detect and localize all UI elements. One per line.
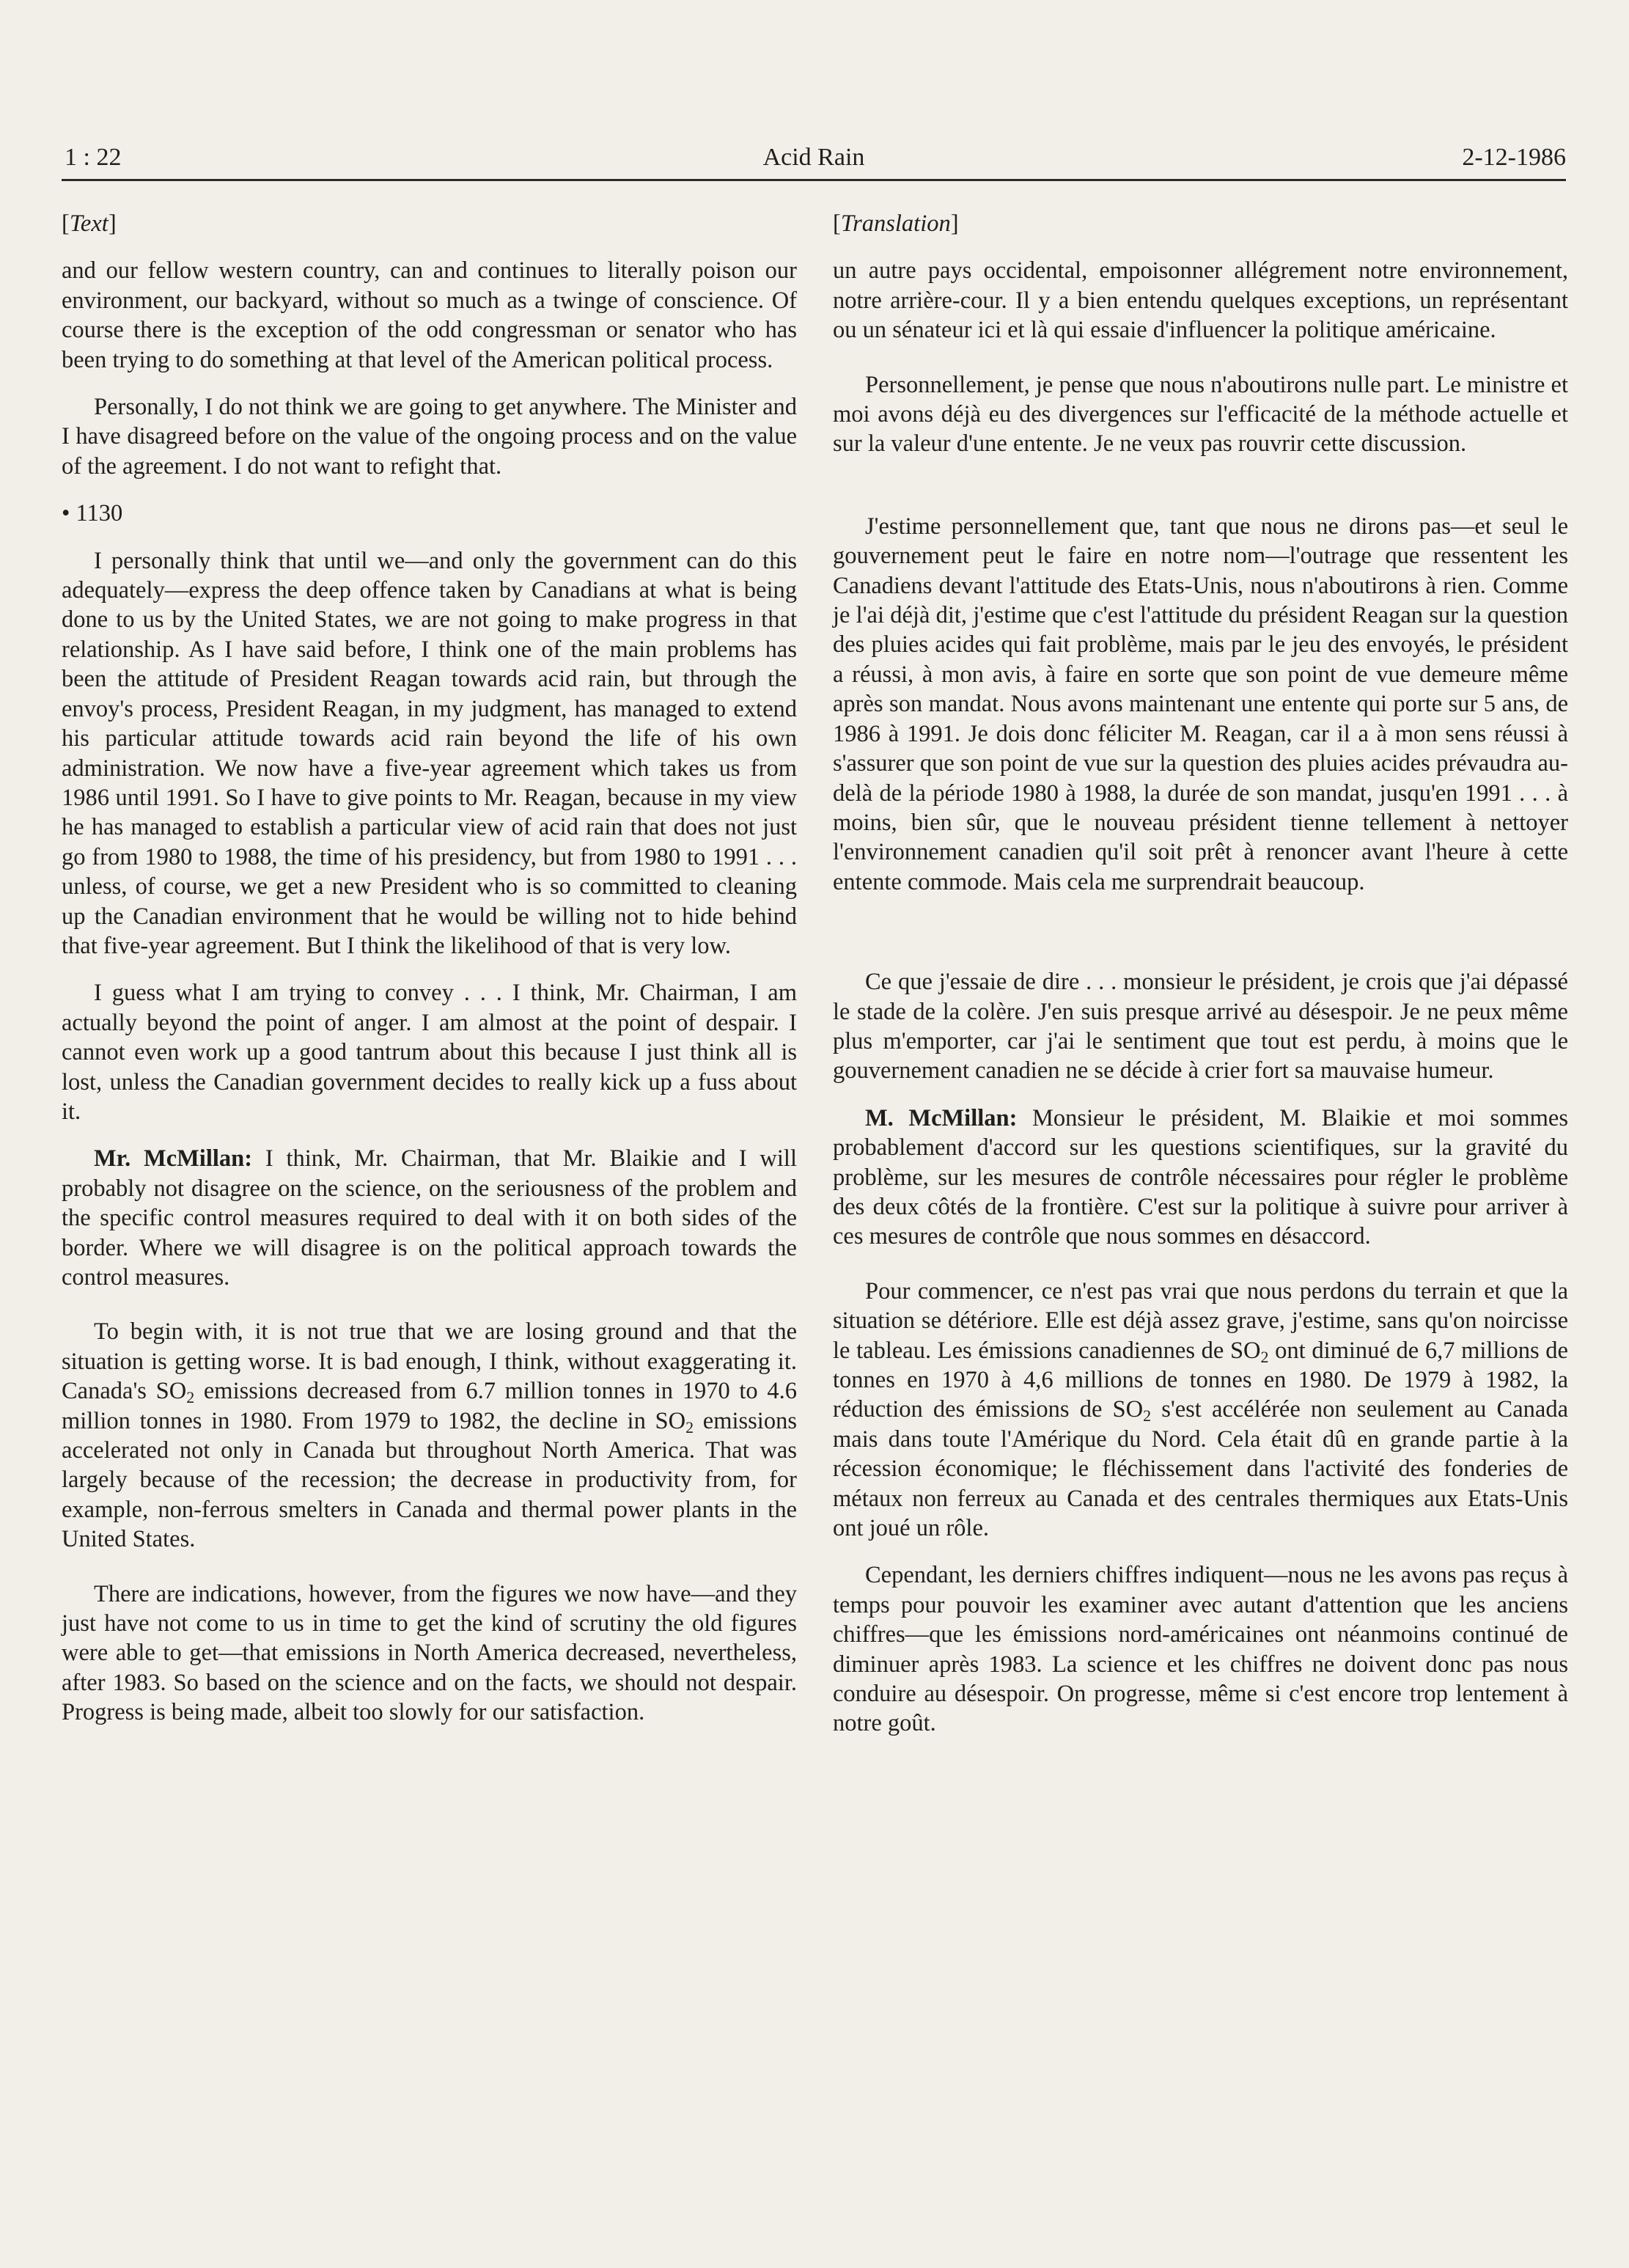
speaker-paragraph: M. McMillan: Monsieur le président, M. Blaikie et moi sommes probablement d'accord sur les questions scientifiques, sur la gravité du problème, sur les mesures de contrôle nécessaires pour régler le problème des deux côtés de la frontière. C'est sur la politique à suivre pour arriver à ces mesures de contrôle que nous sommes en désaccord. <box>833 1104 1568 1250</box>
paragraph: J'estime personnellement que, tant que nous ne dirons pas—et seul le gouvernement peut le faire en notre nom—l'outrage que ressentent les Canadiens devant l'attitude des Etats-Unis, nous n'aboutirons à rien. Comme je l'ai déjà dit, j'estime que c'est l'attitude du président Reagan sur la question des pluies acides qui fait problème, mais par le jeu des envoyés, le président a réussi, à mon avis, à faire en sorte que son point de vue demeure même après son mandat. Nous avons maintenant une entente qui porte sur 5 ans, de 1986 à 1991. Je dois donc féliciter M. Reagan, car il a à mon sens réussi à s'assurer que son point de vue sur la question des pluies acides prévaudra au-delà de la période 1980 à 1988, la durée de son mandat, jusqu'en 1991 . . . à moins, bien sûr, que le nouveau président tienne tellement à nettoyer l'environnement canadien qu'il soit prêt à renoncer avant l'heure à cette entente commode. Mais cela me surprendrait beaucoup. <box>833 513 1568 895</box>
speaker-name: Mr. McMillan: <box>94 1145 253 1172</box>
speaker-name: M. McMillan: <box>865 1104 1018 1131</box>
paragraph: un autre pays occidental, empoisonner allégrement notre environnement, notre arrière-cour. Il y a bien entendu quelques exceptions, un représentant ou un sénateur ici et là qui essaie d'influencer la politique américaine. <box>833 257 1568 344</box>
paragraph: I personally think that until we—and only the government can do this adequately—express the deep offence taken by Canadians at what is being done to us by the United States, we are not going to make progress in that relationship. As I have said before, I think one of the main problems has been the attitude of President Reagan towards acid rain, but through the envoy's process, President Reagan, in my judgment, has managed to extend his particular attitude towards acid rain beyond the life of his own administration. We now have a five-year agreement which takes us from 1986 until 1991. So I have to give points to Mr. Reagan, because in my view he has managed to establish a particular view of acid rain that does not just go from 1980 to 1988, the time of his presidency, but from 1980 to 1991 . . . unless, of course, we get a new President who is so committed to cleaning up the Canadian environment that he would be willing not to hide behind that five-year agreement. But I think the likelihood of that is very low. <box>62 547 797 959</box>
paragraph: I guess what I am trying to convey . . . I think, Mr. Chairman, I am actually beyond the point of anger. I am almost at the point of despair. I cannot even work up a good tantrum about this because I just think all is lost, unless the Canadian government decides to really kick up a fuss about it. <box>62 980 797 1125</box>
time-marker: • 1130 <box>62 500 123 527</box>
french-column <box>833 209 1568 1756</box>
speaker-paragraph: Mr. McMillan: I think, Mr. Chairman, that Mr. Blaikie and I will probably not disagree on the science, on the seriousness of the problem and the specific control measures required to deal with it on both sides of the border. Where we will disagree is on the political approach towards the control measures. <box>62 1145 797 1291</box>
section-label-translation: [Translation] <box>833 210 959 237</box>
paragraph: Personnellement, je pense que nous n'aboutirons nulle part. Le ministre et moi avons déjà eu des divergences sur l'efficacité de la méthode actuelle et sur la valeur d'une entente. Je ne veux pas rouvrir cette discussion. <box>833 371 1568 458</box>
paragraph: Personally, I do not think we are going to get anywhere. The Minister and I have disagreed before on the value of the ongoing process and on the value of the agreement. I do not want to refight that. <box>62 394 797 480</box>
paragraph: To begin with, it is not true that we are losing ground and that the situation is getting worse. It is bad enough, I think, without exaggerating it. Canada's $SO_2$ emissions decreased from 6.7 million tonnes in 1970 to 4.6 million tonnes in 1980. From 1979 to 1982, the decline in $SO_2$ emissions accelerated not only in Canada but throughout North America. That was largely because of the recession; the decrease in productivity from, for example, non-ferrous smelters in Canada and thermal power plants in the United States. <box>62 1318 797 1553</box>
section-label-text: [Text] <box>62 210 117 237</box>
page-number: 1 : 22 <box>65 144 122 171</box>
running-header <box>62 139 1566 181</box>
paragraph: Ce que j'essaie de dire . . . monsieur le président, je crois que j'ai dépassé le stade de la colère. J'en suis presque arrivé au désespoir. Je ne peux même plus m'emporter, car j'ai le sentiment que tout est perdu, à moins que le gouvernement canadien ne se décide à crier fort sa mauvaise humeur. <box>833 969 1568 1085</box>
page-title: Acid Rain <box>762 144 865 171</box>
paragraph: There are indications, however, from the figures we now have—and they just have not come to us in time to get the kind of scrutiny the old figures were able to get—that emissions in North America decreased, nevertheless, after 1983. So based on the science and on the facts, we should not despair. Progress is being made, albeit too slowly for our satisfaction. <box>62 1580 797 1726</box>
english-column <box>62 209 797 1745</box>
paragraph: Pour commencer, ce n'est pas vrai que nous perdons du terrain et que la situation se détériore. Elle est déjà assez grave, j'estime, sans qu'on noircisse le tableau. Les émissions canadiennes de $SO_2$ ont diminué de 6,7 millions de tonnes en 1970 à 4,6 millions de tonnes en 1980. De 1979 à 1982, la réduction des émissions de $SO_2$ s'est accélérée non seulement au Canada mais dans toute l'Amérique du Nord. Cela était dû en grande partie à la récession économique; le fléchissement dans l'activité des fonderies de métaux non ferreux au Canada et des centrales thermiques aux Etats-Unis ont joué un rôle. <box>833 1277 1568 1542</box>
paragraph: Cependant, les derniers chiffres indiquent—nous ne les avons pas reçus à temps pour pouvoir les examiner avec autant d'attention que les anciens chiffres—que les émissions nord-américaines ont néanmoins continué de diminuer après 1983. La science et les chiffres ne doivent donc pas nous conduire au désespoir. On progresse, même si c'est encore trop lentement à notre goût. <box>833 1562 1568 1737</box>
paragraph: and our fellow western country, can and continues to literally poison our environment, our backyard, without so much as a twinge of conscience. Of course there is the exception of the odd congressman or senator who has been trying to do something at that level of the American political process. <box>62 257 797 373</box>
header-date: 2-12-1986 <box>1462 144 1566 171</box>
